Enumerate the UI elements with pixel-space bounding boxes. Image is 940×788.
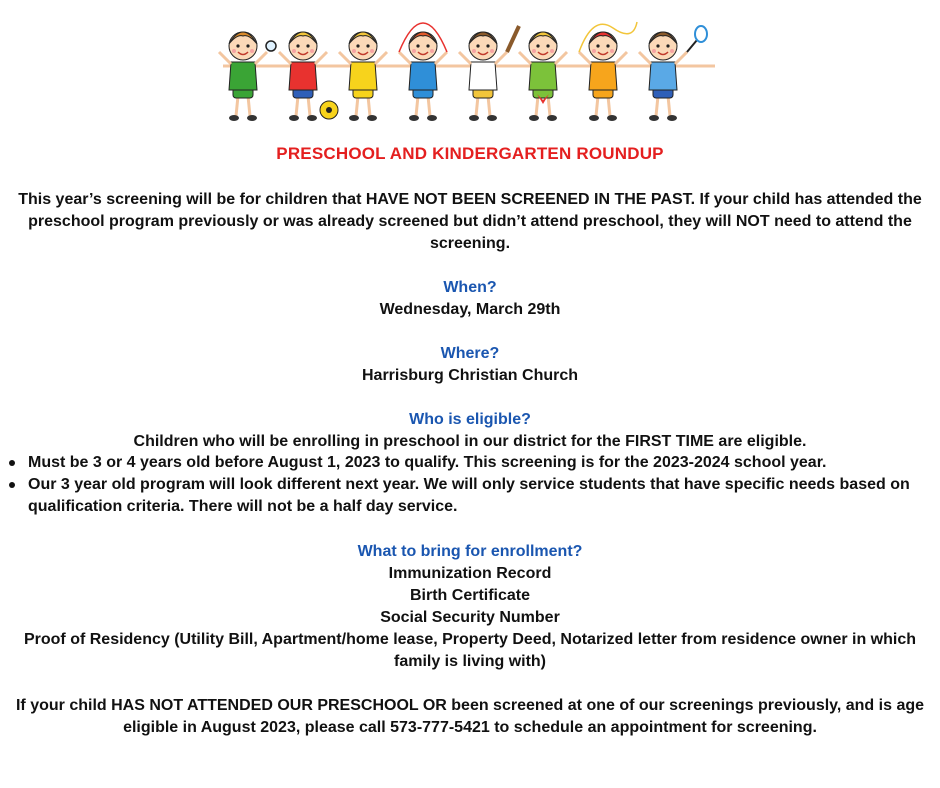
list-item: Must be 3 or 4 years old before August 1, 2023 to qualify. This screening is for the 2023-2024 school year.	[28, 452, 932, 474]
closing-paragraph: If your child HAS NOT ATTENDED OUR PRESCHOOL OR been screened at one of our screenings previously, and is age eligible in August 2023, please call 573-777-5421 to schedule an appointment for screening.	[15, 697, 925, 736]
intro-paragraph: This year’s screening will be for children that HAVE NOT BEEN SCREENED IN THE PAST. If your child has attended the preschool program previously or was already screened but didn’t attend preschool, they will NOT need to attend the screening.	[18, 191, 922, 252]
eligible-heading: Who is eligible?	[409, 411, 531, 428]
child-figure	[219, 32, 276, 121]
children-holding-hands-illustration	[215, 4, 725, 128]
when-heading: When?	[443, 279, 497, 296]
where-heading: Where?	[440, 345, 500, 362]
bring-item-birth-certificate: Birth Certificate	[409, 587, 531, 604]
list-item: Our 3 year old program will look different next year. We will only service students that have specific needs based on qualification criteria. There will not be a half day service.	[28, 474, 932, 518]
child-figure	[459, 26, 519, 121]
eligibility-bullet-list	[0, 452, 932, 518]
child-figure	[519, 32, 567, 121]
child-figure	[579, 22, 637, 121]
child-figure	[399, 23, 447, 121]
where-value: Harrisburg Christian Church	[361, 367, 579, 384]
bring-item-proof-of-residency: Proof of Residency (Utility Bill, Apartment/home lease, Property Deed, Notarized letter from residence owner in which family is living with)	[23, 631, 917, 670]
bring-item-ssn: Social Security Number	[380, 609, 560, 626]
bring-heading: What to bring for enrollment?	[357, 543, 583, 560]
flyer-title: PRESCHOOL AND KINDERGARTEN ROUNDUP	[276, 144, 664, 163]
when-value: Wednesday, March 29th	[379, 301, 561, 318]
child-figure	[339, 32, 387, 121]
child-figure	[279, 32, 338, 121]
bring-item-immunization: Immunization Record	[388, 565, 552, 582]
child-figure	[639, 26, 707, 121]
eligible-value: Children who will be enrolling in preschool in our district for the FIRST TIME are eligible.	[133, 433, 807, 450]
